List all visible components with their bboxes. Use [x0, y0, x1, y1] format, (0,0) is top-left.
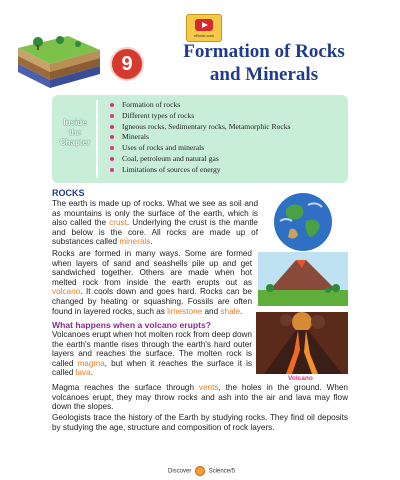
chapter-number-badge: 9: [110, 47, 144, 81]
subheading-volcano-eruption: What happens when a volcano erupts?: [52, 320, 212, 330]
inside-label-word: Chapter: [59, 138, 91, 147]
volcano-landscape-image: [258, 252, 348, 306]
text-run: .: [240, 306, 243, 316]
keyword-magma: magma: [77, 358, 105, 368]
video-icon[interactable]: [186, 14, 222, 42]
inside-chapter-list: [108, 100, 291, 176]
discover-logo-icon: [195, 466, 205, 476]
earth-globe-image: [272, 191, 334, 253]
chapter-title-line1: Formation of Rocks: [183, 41, 345, 62]
chapter-title-line2: and Minerals: [209, 64, 319, 85]
text-run: Volcanoes erupt when hot molten rock from deep down the earth's mantle rises through the earth's hard outer layers and reaches the surface. The molten rock is called: [52, 330, 252, 368]
text-run: Rocks are formed in many ways. Some are formed when layers of sand and seashells pile up and get sandwiched together. Others are made when hot melted rock from inside the earth erupts out as: [52, 249, 252, 287]
text-run: , but when it reaches the surface it is called: [52, 358, 253, 378]
footer-right-text: Science/5: [208, 468, 236, 475]
list-item: Coal, petroleum and natural gas: [108, 154, 291, 165]
paragraph-geologists: Geologists trace the history of the Earth by studying rocks. They find oil deposits by studying the age, structure and composition of rock layers.: [52, 413, 348, 432]
paragraph-volcano-eruption: [52, 330, 252, 378]
keyword-minerals: minerals: [119, 237, 151, 247]
inside-label-word: Inside: [63, 118, 87, 127]
keyword-vents: vents: [198, 383, 219, 392]
list-item: Igneous rocks, Sedimentary rocks, Metamorphic Rocks: [108, 122, 291, 133]
text-run: .: [150, 237, 153, 247]
text-run: The earth is made up of rocks. What we see as soil and as mountains is only the surface of the earth, which is also called the: [52, 199, 258, 228]
keyword-lava: lava: [75, 368, 91, 378]
page-footer: [168, 466, 235, 476]
inside-chapter-label: [55, 118, 95, 148]
keyword-limestone: limestone: [167, 306, 203, 316]
chapter-title: [148, 40, 380, 86]
keyword-crust: crust: [109, 218, 127, 228]
volcano-caption: Volcano: [288, 375, 313, 382]
paragraph-rock-formation: [52, 249, 252, 316]
paragraph-magma-vents: [52, 383, 348, 412]
list-item: Minerals: [108, 132, 291, 143]
list-item: Different types of rocks: [108, 111, 291, 122]
keyword-volcano: volcano: [52, 287, 81, 297]
inside-label-word: the: [69, 128, 81, 137]
text-run: and: [202, 306, 221, 316]
list-item: Formation of rocks: [108, 100, 291, 111]
section-heading-rocks: ROCKS: [52, 188, 85, 198]
erupting-volcano-image: [256, 312, 348, 374]
inside-chapter-divider: [96, 100, 98, 178]
text-run: .: [90, 368, 93, 378]
list-item: Limitations of sources of energy: [108, 165, 291, 176]
paragraph-rocks-intro: [52, 199, 258, 247]
footer-left-text: Discover: [168, 468, 192, 475]
video-icon-label: eBook.com: [193, 33, 214, 38]
list-item: Uses of rocks and minerals: [108, 143, 291, 154]
text-run: . It cools down and goes hard. Rocks can be changed by heating or squashing. Fossils are often found in layered rocks, such as: [52, 287, 252, 316]
text-run: . Underlying the crust is the mantle and below is the core. All rocks are made up of substances called: [52, 218, 258, 247]
text-run: , the holes in the ground. When volcanoes erupt, they may throw rocks and ash into the air and lava may flow down the slopes.: [52, 383, 348, 412]
rock-layers-illustration: [8, 28, 108, 98]
keyword-shale: shale: [220, 306, 240, 316]
text-run: Magma reaches the surface through: [52, 383, 199, 392]
